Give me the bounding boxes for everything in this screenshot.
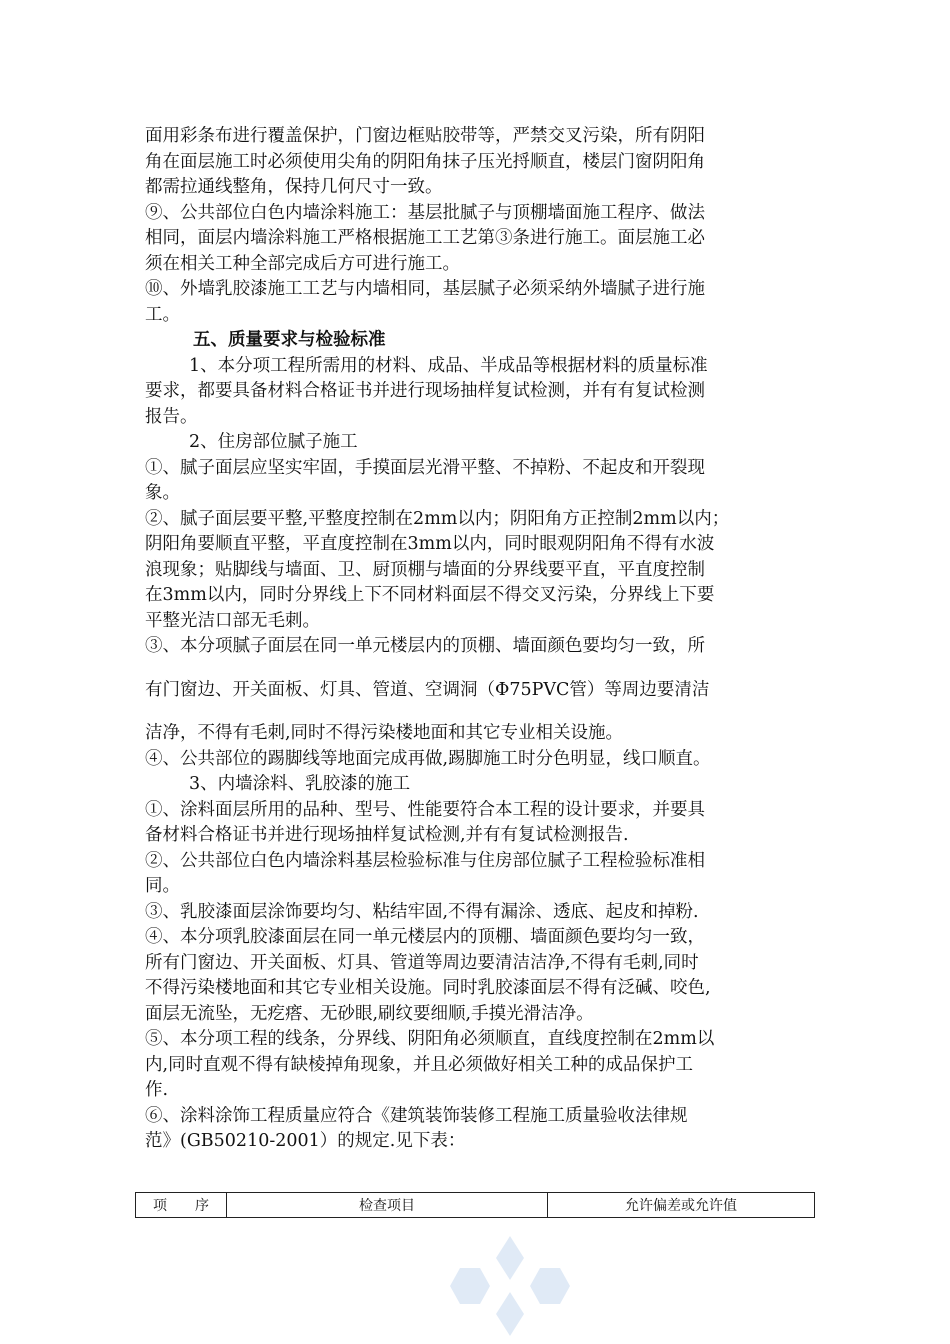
text-line: 阴阳角要顺直平整，平直度控制在3mm以内，同时眼观阴阳角不得有水波	[145, 534, 715, 554]
text-line: ①、腻子面层应坚实牢固，手摸面层光滑平整、不掉粉、不起皮和开裂现	[145, 457, 705, 478]
text-line: ④、公共部位的踢脚线等地面完成再做,踢脚施工时分色明显，线口顺直。	[145, 748, 711, 769]
table-header-row	[136, 1193, 815, 1218]
text-line: 有门窗边、开关面板、灯具、管道、空调洞（Φ75PVC管）等周边要清洁	[145, 679, 710, 700]
table-header-item: 检查项目	[227, 1193, 548, 1218]
text-line: ③、乳胶漆面层涂饰要均匀、粘结牢固,不得有漏涂、透底、起皮和掉粉.	[145, 901, 699, 922]
document-body	[145, 124, 825, 1155]
text-line: 象。	[145, 483, 180, 503]
text-line: ①、涂料面层所用的品种、型号、性能要符合本工程的设计要求，并要具	[145, 799, 705, 820]
text-line: 备材料合格证书并进行现场抽样复试检测,并有有复试检测报告.	[145, 825, 629, 845]
text-line: 在3mm以内，同时分界线上下不同材料面层不得交叉污染，分界线上下要	[145, 585, 715, 605]
text-line: 作.	[145, 1080, 169, 1100]
text-line: 内,同时直观不得有缺棱掉角现象，并且必须做好相关工种的成品保护工	[145, 1054, 694, 1075]
text-line: 面用彩条布进行覆盖保护，门窗边框贴胶带等，严禁交叉污染，所有阴阳	[145, 126, 705, 146]
text-line: 角在面层施工时必须使用尖角的阴阳角抹子压光捋顺直，楼层门窗阴阳角	[145, 151, 705, 172]
text-line: 面层无流坠，无疙瘩、无砂眼,刷纹要细顺,手摸光滑洁净。	[145, 1003, 594, 1024]
text-line: 不得污染楼地面和其它专业相关设施。同时乳胶漆面层不得有泛碱、咬色,	[145, 978, 711, 998]
text-line: ⑩、外墙乳胶漆施工工艺与内墙相同，基层腻子必须采纳外墙腻子进行施	[145, 279, 705, 299]
line-gap	[145, 703, 825, 721]
text-line: ⑤、本分项工程的线条，分界线、阴阳角必须顺直，直线度控制在2mm以	[145, 1029, 715, 1049]
text-line: 须在相关工种全部完成后方可进行施工。	[145, 253, 460, 274]
text-line: ②、腻子面层要平整,平整度控制在2mm以内；阴阳角方正控制2mm以内；	[145, 508, 730, 529]
table-header-seq: 项 序	[136, 1193, 227, 1218]
line-gap	[145, 660, 825, 678]
watermark-logo	[440, 1228, 580, 1344]
text-line: ④、本分项乳胶漆面层在同一单元楼层内的顶棚、墙面颜色要均匀一致，	[145, 927, 705, 947]
text-line: ⑨、公共部位白色内墙涂料施工：基层批腻子与顶棚墙面施工程序、做法	[145, 202, 705, 223]
text-line: ⑥、涂料涂饰工程质量应符合《建筑装饰装修工程施工质量验收法律规	[145, 1105, 688, 1126]
text-line: 所有门窗边、开关面板、灯具、管道等周边要清洁洁净,不得有毛刺,同时	[145, 952, 699, 973]
text-line: 洁净，不得有毛刺,同时不得污染楼地面和其它专业相关设施。	[145, 723, 624, 743]
text-line: 浪现象；贴脚线与墙面、卫、厨顶棚与墙面的分界线要平直，平直度控制	[145, 559, 705, 580]
text-line: 3、内墙涂料、乳胶漆的施工	[189, 774, 411, 794]
text-line: 工。	[145, 304, 180, 325]
text-line: ③、本分项腻子面层在同一单元楼层内的顶棚、墙面颜色要均匀一致，所	[145, 636, 705, 656]
text-line: 1、本分项工程所需用的材料、成品、半成品等根据材料的质量标准	[189, 355, 708, 376]
text-line: 同。	[145, 876, 180, 896]
text-line: 都需拉通线整角，保持几何尺寸一致。	[145, 177, 443, 197]
text-line: 相同，面层内墙涂料施工严格根据施工工艺第③条进行施工。面层施工必	[145, 228, 705, 248]
text-line: 五、质量要求与检验标准	[193, 330, 386, 350]
text-line: 报告。	[145, 406, 198, 427]
quality-table	[135, 1192, 815, 1218]
text-line: 2、住房部位腻子施工	[189, 432, 358, 452]
text-line: 要求，都要具备材料合格证书并进行现场抽样复试检测，并有有复试检测	[145, 381, 705, 401]
text-line: ②、公共部位白色内墙涂料基层检验标准与住房部位腻子工程检验标准相	[145, 850, 705, 871]
text-line: 平整光洁口部无毛刺。	[145, 610, 320, 631]
text-line: 范》(GB50210-2001）的规定.见下表：	[145, 1131, 466, 1151]
table-header-tolerance: 允许偏差或允许值	[548, 1193, 815, 1218]
